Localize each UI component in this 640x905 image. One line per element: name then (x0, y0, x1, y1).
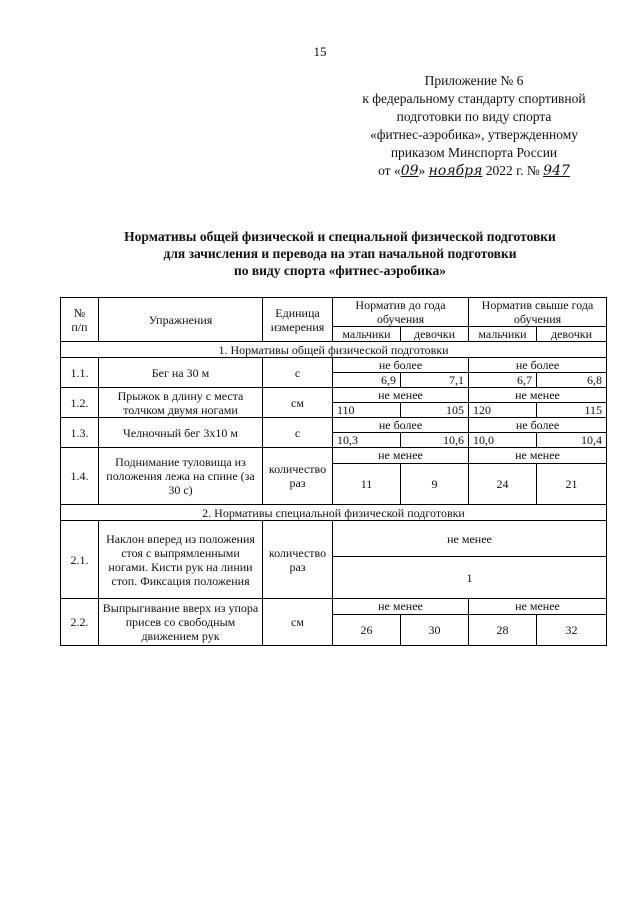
row-condition: не менее (333, 448, 469, 464)
row-condition: не менее (469, 448, 607, 464)
row-condition: не более (333, 358, 469, 373)
value-cell: 10,6 (401, 433, 469, 448)
date-prefix: от « (378, 163, 401, 178)
appendix-line: «фитнес-аэробика», утвержденному (370, 127, 578, 142)
appendix-line: Приложение № 6 (424, 73, 524, 88)
title-line: Нормативы общей физической и специальной физической подготовки (124, 229, 556, 244)
value-cell: 11 (333, 463, 401, 504)
date-mid: » (418, 163, 426, 178)
value-cell: 105 (401, 403, 469, 418)
appendix-line: к федеральному стандарту спортивной (362, 91, 586, 106)
title-line: по виду спорта «фитнес-аэробика» (233, 263, 447, 278)
row-condition: не более (333, 418, 469, 433)
row-num: 2.1. (61, 521, 99, 599)
value-cell: 9 (401, 463, 469, 504)
header-exercise: Упражнения (99, 298, 263, 342)
value-cell: 10,3 (333, 433, 401, 448)
row-exercise: Наклон вперед из положения стоя с выпрямленными ногами. Кисти рук на линии стоп. Фиксация положения (99, 521, 263, 599)
page-number: 15 (313, 44, 327, 59)
value-cell: 24 (469, 463, 537, 504)
value-cell: 1 (333, 557, 607, 599)
row-condition: не менее (469, 599, 607, 615)
document-title (60, 228, 620, 279)
header-num: № п/п (61, 298, 99, 342)
row-condition: не менее (333, 599, 469, 615)
row-unit: количество раз (263, 448, 333, 505)
value-cell: 30 (401, 614, 469, 645)
row-num: 1.4. (61, 448, 99, 505)
row-condition: не менее (469, 388, 607, 403)
norms-table (60, 297, 607, 646)
row-num: 1.2. (61, 388, 99, 418)
appendix-line: подготовки по виду спорта (396, 109, 552, 124)
row-condition: не менее (333, 521, 607, 557)
value-cell: 7,1 (401, 373, 469, 388)
value-cell: 115 (537, 403, 607, 418)
section-heading: 2. Нормативы специальной физической подготовки (61, 505, 607, 521)
row-unit: с (263, 358, 333, 388)
row-condition: не более (469, 358, 607, 373)
row-unit: с (263, 418, 333, 448)
row-exercise: Выпрыгивание вверх из упора присев со свободным движением рук (99, 599, 263, 646)
row-condition: не более (469, 418, 607, 433)
header-girls: девочки (401, 327, 469, 342)
value-cell: 26 (333, 614, 401, 645)
row-num: 2.2. (61, 599, 99, 646)
value-cell: 110 (333, 403, 401, 418)
row-exercise: Челночный бег 3х10 м (99, 418, 263, 448)
header-girls: девочки (537, 327, 607, 342)
title-line: для зачисления и перевода на этап начальной подготовки (163, 246, 517, 261)
value-cell: 6,9 (333, 373, 401, 388)
handwritten-month: ноября (428, 163, 483, 179)
year-text: 2022 г. № (485, 163, 540, 178)
value-cell: 21 (537, 463, 607, 504)
header-boys: мальчики (469, 327, 537, 342)
row-condition: не менее (333, 388, 469, 403)
order-date-line (340, 162, 608, 180)
header-norm-after-year: Норматив свыше года обучения (469, 298, 607, 327)
value-cell: 28 (469, 614, 537, 645)
header-boys: мальчики (333, 327, 401, 342)
handwritten-order-number: 947 (543, 163, 570, 179)
row-unit: см (263, 599, 333, 646)
header-norm-first-year: Норматив до года обучения (333, 298, 469, 327)
handwritten-day: 09 (400, 163, 419, 179)
appendix-line: приказом Минспорта России (390, 145, 558, 160)
row-num: 1.3. (61, 418, 99, 448)
value-cell: 120 (469, 403, 537, 418)
row-exercise: Бег на 30 м (99, 358, 263, 388)
header-unit: Единица измерения (263, 298, 333, 342)
row-num: 1.1. (61, 358, 99, 388)
value-cell: 10,0 (469, 433, 537, 448)
row-exercise: Поднимание туловища из положения лежа на спине (за 30 с) (99, 448, 263, 505)
row-exercise: Прыжок в длину с места толчком двумя ногами (99, 388, 263, 418)
value-cell: 6,8 (537, 373, 607, 388)
value-cell: 32 (537, 614, 607, 645)
section-heading: 1. Нормативы общей физической подготовки (61, 342, 607, 358)
row-unit: количество раз (263, 521, 333, 599)
value-cell: 6,7 (469, 373, 537, 388)
appendix-block (340, 72, 608, 180)
value-cell: 10,4 (537, 433, 607, 448)
row-unit: см (263, 388, 333, 418)
